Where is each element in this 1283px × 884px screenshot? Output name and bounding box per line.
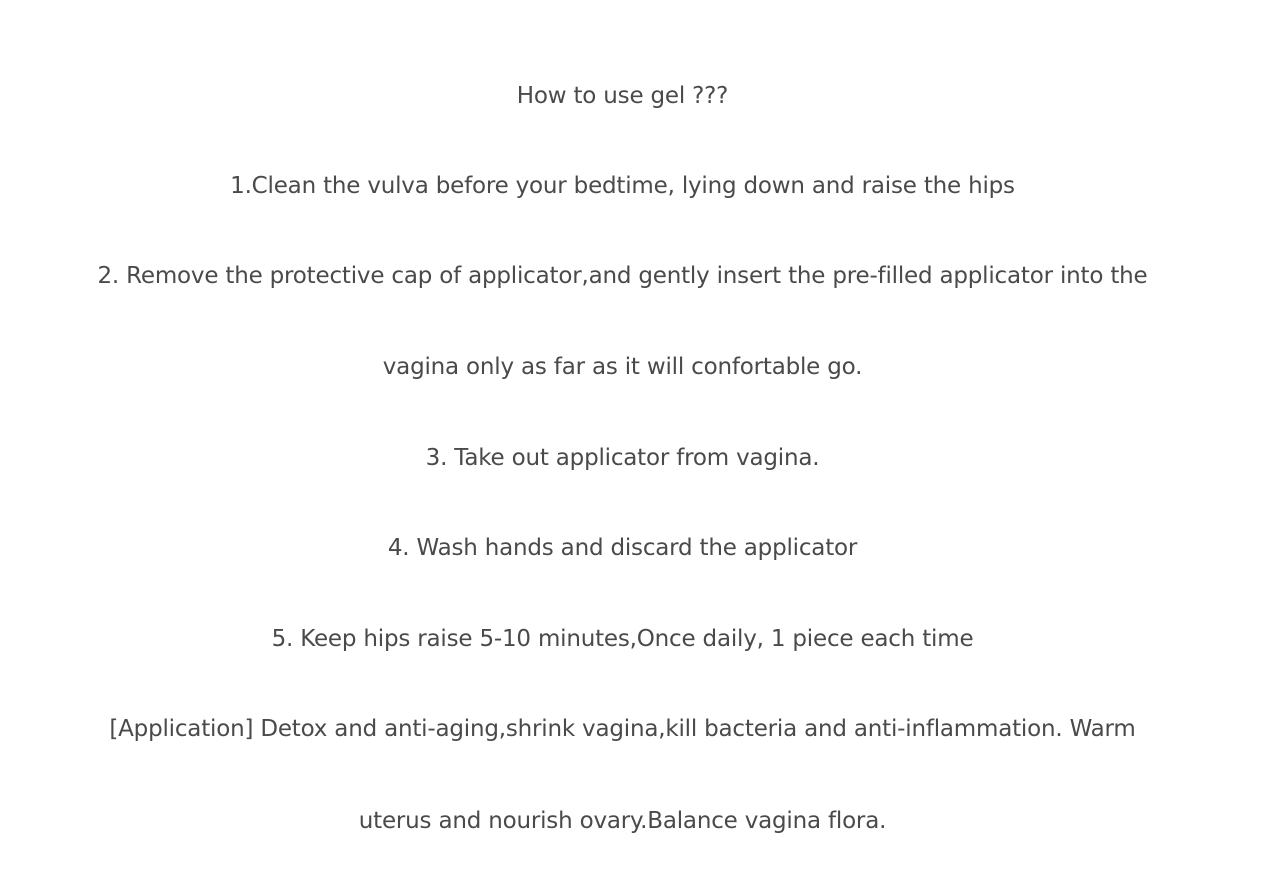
step-2-text-line-2: vagina only as far as it will confortable go.: [382, 354, 863, 380]
step-3-text: 3. Take out applicator from vagina.: [425, 445, 820, 471]
step-1-text: 1.Clean the vulva before your bedtime, lying down and raise the hips: [230, 173, 1015, 199]
document-title: How to use gel ???: [516, 83, 729, 109]
step-5-text: 5. Keep hips raise 5-10 minutes,Once daily, 1 piece each time: [271, 626, 974, 652]
step-2-text-line-1: 2. Remove the protective cap of applicator,and gently insert the pre-filled applicator into the: [97, 263, 1148, 289]
application-text-line-2: uterus and nourish ovary.Balance vagina flora.: [358, 808, 887, 834]
application-text-line-1: [Application] Detox and anti-aging,shrink vagina,kill bacteria and anti-inflammation. Warm: [109, 716, 1136, 742]
step-4-text: 4. Wash hands and discard the applicator: [387, 535, 858, 561]
